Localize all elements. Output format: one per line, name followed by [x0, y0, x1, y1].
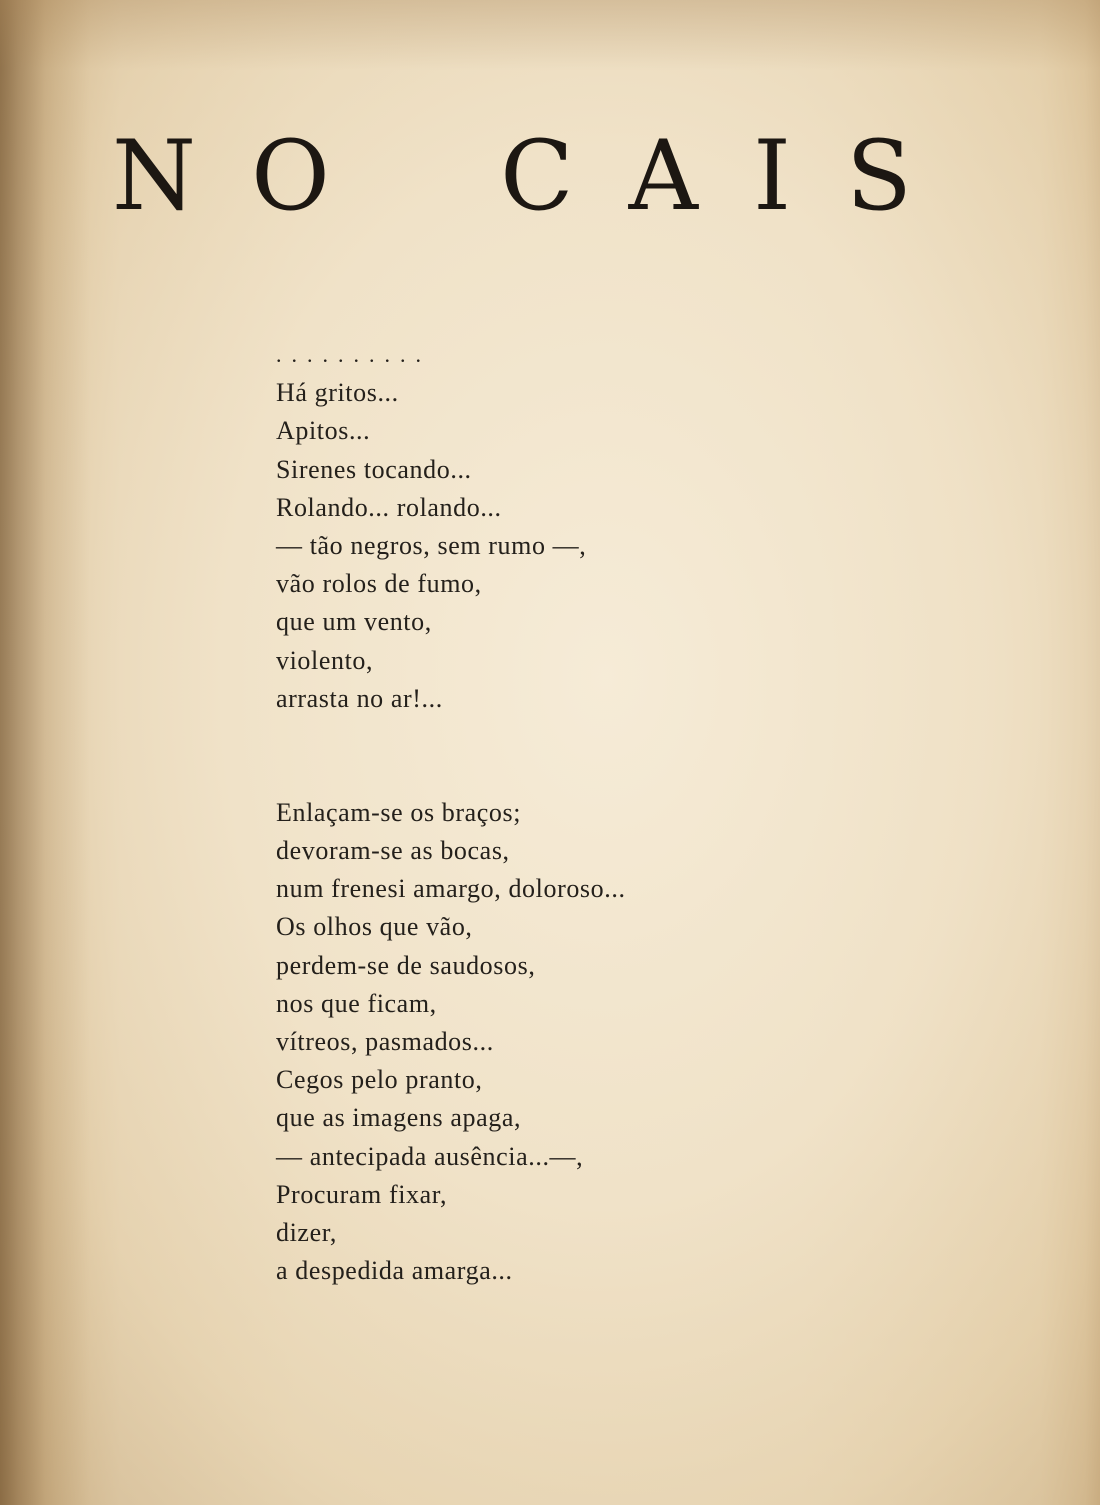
verse-line: Cegos pelo pranto,	[276, 1065, 483, 1095]
verse-line: — tão negros, sem rumo —,	[276, 530, 587, 560]
poem-title	[112, 120, 912, 232]
verse-line: devoram-se as bocas,	[276, 836, 510, 866]
verse-line: dizer,	[276, 1217, 338, 1247]
title-letter: A	[628, 120, 698, 232]
title-letter: N	[112, 120, 196, 232]
ornament-dots: ..........	[276, 342, 431, 367]
verse-line: num frenesi amargo, doloroso...	[276, 874, 626, 904]
verse-line: Procuram fixar,	[276, 1179, 448, 1209]
poem-body	[276, 336, 626, 1290]
verse-line: que as imagens apaga,	[276, 1103, 522, 1133]
verse-line: vão rolos de fumo,	[276, 569, 482, 599]
stanza-1	[276, 374, 626, 718]
title-letter: I	[753, 120, 792, 232]
verse-line: Há gritos...	[276, 378, 399, 408]
verse-line: Rolando... rolando...	[276, 492, 502, 522]
verse-line: que um vento,	[276, 607, 432, 637]
verse-line: perdem-se de saudosos,	[276, 950, 536, 980]
title-letter: S	[846, 120, 912, 232]
verse-line: arrasta no ar!...	[276, 683, 443, 713]
verse-line: violento,	[276, 645, 374, 675]
title-letter: C	[500, 120, 574, 232]
verse-line: — antecipada ausência...—,	[276, 1141, 584, 1171]
verse-line: Enlaçam-se os braços;	[276, 797, 522, 827]
title-letter: O	[251, 120, 330, 232]
verse-line: nos que ficam,	[276, 988, 437, 1018]
stanza-2	[276, 794, 626, 1290]
verse-line: Sirenes tocando...	[276, 454, 472, 484]
stanza-break	[276, 718, 626, 794]
verse-line: Apitos...	[276, 416, 371, 446]
verse-line: a despedida amarga...	[276, 1256, 513, 1286]
title-word-gap	[385, 128, 445, 224]
verse-line: vítreos, pasmados...	[276, 1027, 494, 1056]
verse-line: Os olhos que vão,	[276, 912, 473, 942]
